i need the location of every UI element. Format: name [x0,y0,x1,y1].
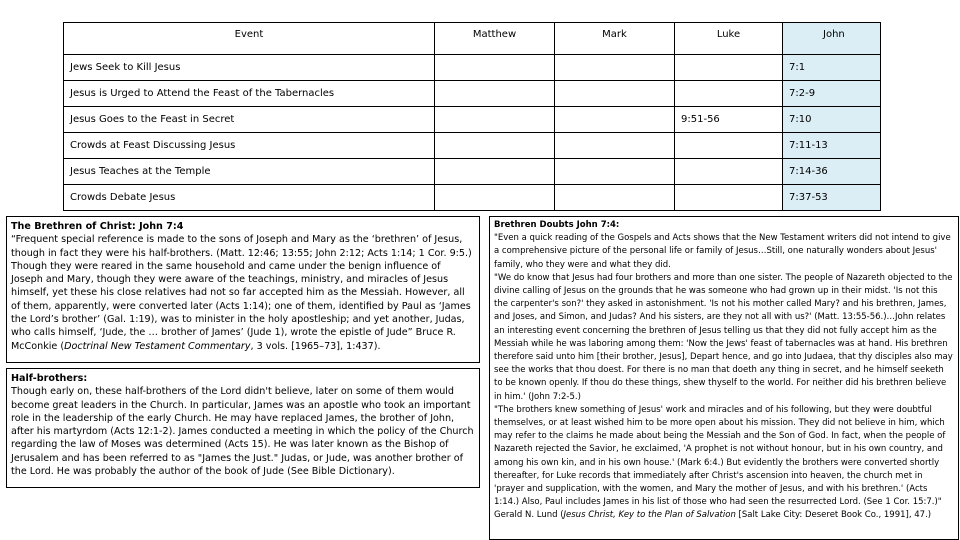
matthew-cell [435,55,555,81]
doubts-box-para1: "Even a quick reading of the Gospels and Acts shows that the New Testament writers did not intend to give a comprehensive picture of the personal life or family of Jesus…Still, one naturally wonders about Jesus' family, who they were and what they did. [494,233,951,270]
luke-cell: 9:51-56 [675,107,783,133]
john-cell: 7:1 [783,55,881,81]
header-event: Event [64,23,435,55]
mark-cell [555,159,675,185]
table-row [64,133,881,159]
header-mark: Mark [555,23,675,55]
luke-cell [675,55,783,81]
mark-cell [555,133,675,159]
brethren-box-source-rest: , 3 vols. [1965–73], 1:437). [250,340,381,352]
mark-cell [555,81,675,107]
doubts-box-para2: "We do know that Jesus had four brothers and more than one sister. The people of Nazareth objected to the divine calling of Jesus on the grounds that he was someone who had grown up in their midst. 'Is not this the carpenter's son?' they asked in astonishment. 'Is not his mother called Mary? and his brethren, James, and Joses, and Simon, and Judas? And his sisters, are they not all with us?' (Matt. 13:55-56.)…John relates an interesting event concerning the brethren of Jesus telling us that they did not fully accept him as the Messiah while he was laboring among them: 'Now the Jews' feast of tabernacles was at hand. His brethren therefore said unto him [their brother, Jesus], Depart hence, and go into Judaea, that thy disciples also may see the works that thou doest. For there is no man that doeth any thing in secret, and he himself seeketh to be known openly. If thou do these things, shew thyself to the world. For neither did his brethren believe in him.' (John 7:2-5.) [494,272,953,402]
mark-cell [555,185,675,211]
brethren-box-title: The Brethren of Christ: John 7:4 [11,221,184,232]
john-cell: 7:37-53 [783,185,881,211]
event-cell: Crowds at Feast Discussing Jesus [64,133,435,159]
event-cell: Jews Seek to Kill Jesus [64,55,435,81]
luke-cell [675,81,783,107]
half-brothers-box [6,368,480,488]
matthew-cell [435,159,555,185]
mark-cell [555,107,675,133]
table-row [64,107,881,133]
event-cell: Jesus is Urged to Attend the Feast of the Tabernacles [64,81,435,107]
event-cell: Jesus Goes to the Feast in Secret [64,107,435,133]
matthew-cell [435,133,555,159]
matthew-cell [435,185,555,211]
half-box-body: Though early on, these half-brothers of the Lord didn't believe, later on some of them would become great leaders in the Church. In particular, James was an apostle who took an important role in the leadership of the early Church. He may have replaced James, the brother of John, after his martyrdom (Acts 12:1-2). James conducted a meeting in which the policy of the Church regarding the law of Moses was determined (Acts 15). He was later known as the Bishop of Jerusalem and has been referred to as "James the Just." Judas, or Jude, was another brother of the Lord. He was probably the author of the book of Jude (See Bible Dictionary). [11,386,474,478]
table-row [64,185,881,211]
luke-cell [675,133,783,159]
table-row [64,55,881,81]
john-cell: 7:10 [783,107,881,133]
matthew-cell [435,81,555,107]
brethren-box-source-title: Doctrinal New Testament Commentary [64,340,251,352]
header-matthew: Matthew [435,23,555,55]
luke-cell [675,159,783,185]
john-cell: 7:2-9 [783,81,881,107]
doubts-box-para3: "The brothers knew something of Jesus' work and miracles and of his following, but they were doubtful themselves, or at least wished him to be more open about his mission. They did not believe in him, which may refer to the claims he made about being the Messiah and the Son of God. In fact, when the people of Nazareth rejected the Savior, he exclaimed, 'A prophet is not without honour, but in his own country, and among his own kin, and in his own house.' (Mark 6:4.) But evidently the brothers were converted shortly thereafter, for Luke records that immediately after Christ's ascension into heaven, the church met in 'prayer and supplication, with the women, and Mary the mother of Jesus, and with his brethren.' (Acts 1:14.) Also, Paul includes James in his list of those who had seen the resurrected Lord. (See 1 Cor. 15:7.)" Gerald N. Lund ( [494,404,946,521]
table-header-row [64,23,881,55]
table-row [64,159,881,185]
john-cell: 7:14-36 [783,159,881,185]
event-cell: Crowds Debate Jesus [64,185,435,211]
half-box-title: Half-brothers: [11,373,88,384]
doubts-box-source-rest: [Salt Lake City: Deseret Book Co., 1991], 47.) [735,510,932,521]
table-row [64,81,881,107]
brethren-doubts-box [489,216,959,540]
matthew-cell [435,107,555,133]
doubts-box-source-title: Jesus Christ, Key to the Plan of Salvation [563,510,736,521]
luke-cell [675,185,783,211]
mark-cell [555,55,675,81]
john-cell: 7:11-13 [783,133,881,159]
gospel-harmony-table [63,22,881,211]
doubts-box-title: Brethren Doubts John 7:4: [494,220,620,230]
header-luke: Luke [675,23,783,55]
header-john: John [783,23,881,55]
event-cell: Jesus Teaches at the Temple [64,159,435,185]
brethren-of-christ-box [6,216,480,363]
brethren-box-body: “Frequent special reference is made to the sons of Joseph and Mary as the ‘brethren’ of Jesus, though in fact they were his half-brothers. (Matt. 12:46; 13:55; John 2:12; Acts 1:14; 1 Cor. 9:5.) Though they were reared in the same household and came under the benign influence of Joseph and Mary, though they were aware of the teachings, ministry, and miracles of Jesus himself, yet these his close relatives had not so far accepted him as the Messiah. However, all of them, apparently, were converted later (Acts 1:14); one of them, identified by Paul as ‘James the Lord’s brother’ (Gal. 1:19), was to minister in the holy apostleship; and yet another, Judas, who calls himself, ‘Jude, the … brother of James’ (Jude 1), wrote the epistle of Jude” Bruce R. McConkie ( [11,234,472,352]
